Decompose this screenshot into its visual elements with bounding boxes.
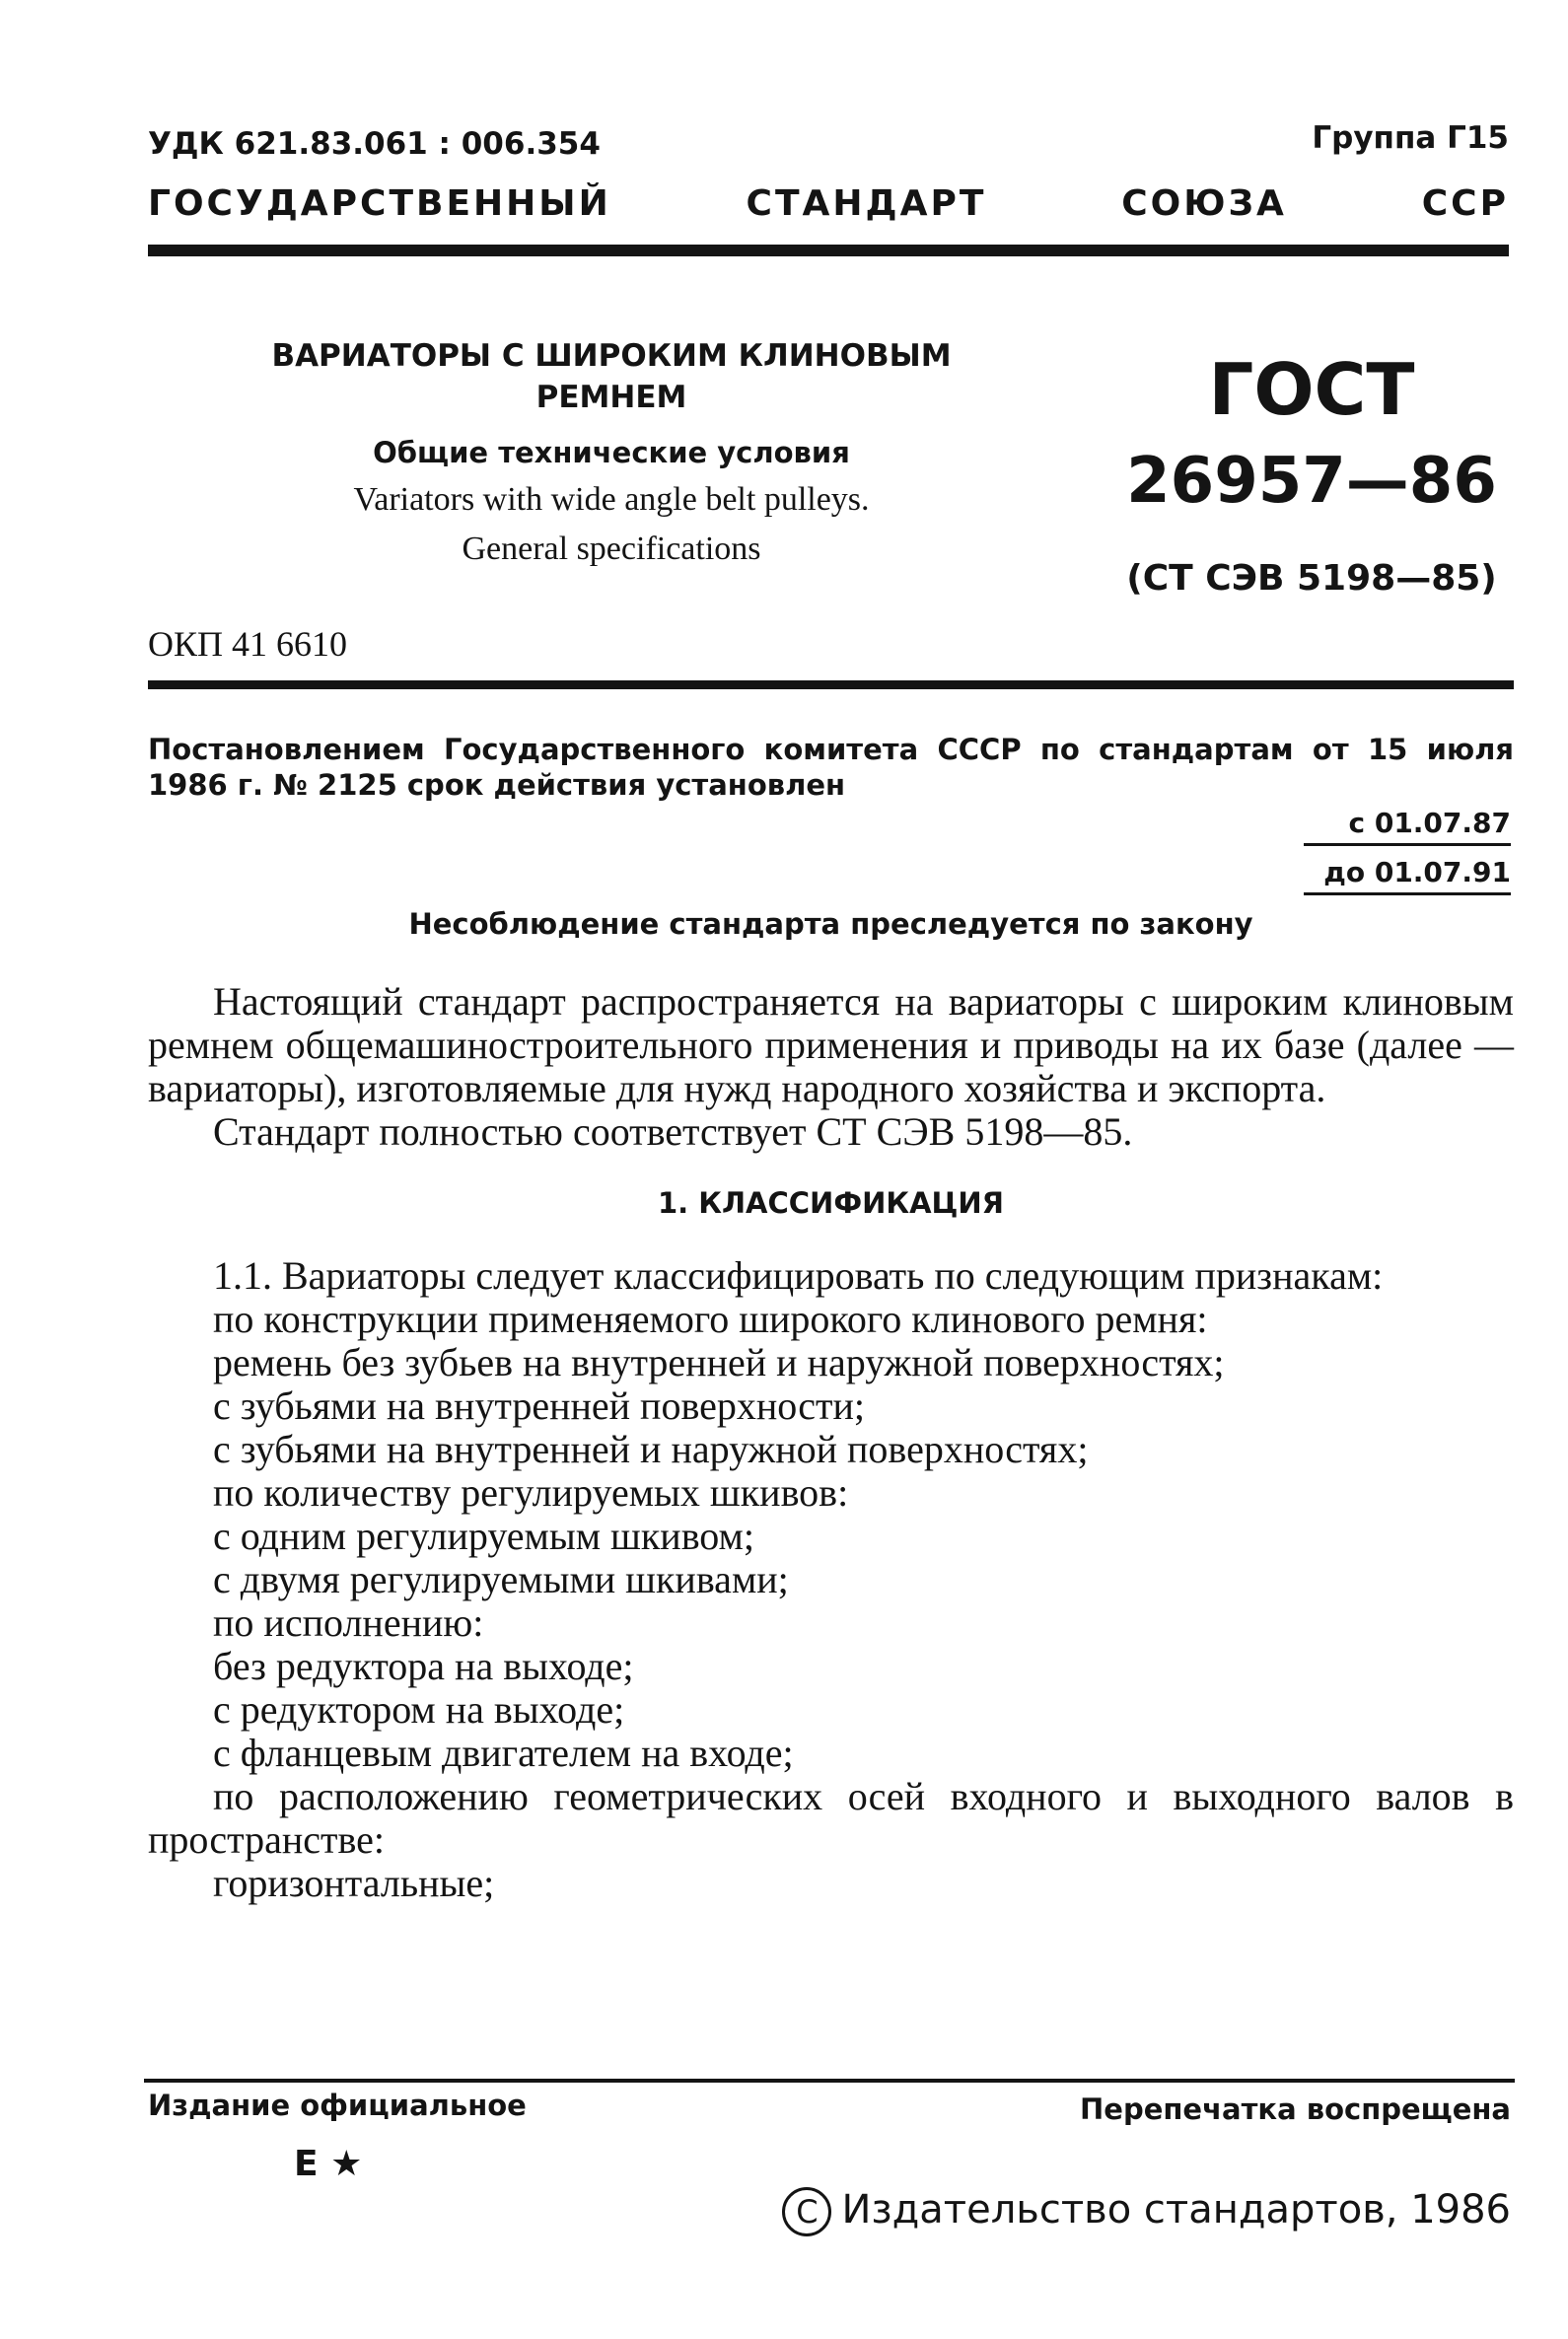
date-to: до 01.07.91 [1304,852,1511,895]
header-rule [148,245,1509,256]
copyright-text: Издательство стандартов, 1986 [841,2187,1511,2233]
list-item: ремень без зубьев на внутренней и наружной поверхностях; [213,1340,1225,1384]
intro-compliance: Стандарт полностью соответствует СТ СЭВ 5198—85. [213,1109,1133,1154]
designation-block [1105,345,1519,603]
title-en-line1: Variators with wide angle belt pulleys. [353,481,870,518]
udk-code: УДК 621.83.061 : 006.354 [148,126,601,162]
decree-text [148,732,1514,803]
title-ru-line2: РЕМНЕМ [535,380,687,415]
banner-word: СОЮЗА [1121,183,1287,224]
edition-mark: Е ★ [294,2144,363,2184]
copyright-icon: С [782,2187,831,2236]
document-body [148,980,1514,1905]
gost-number: 26957—86 [1126,445,1497,518]
clause-1-1: 1.1. Вариаторы следует классифицировать по следующим признакам: [213,1253,1384,1298]
banner-word: ССР [1421,183,1509,224]
intro-paragraph: Настоящий стандарт распространяется на вариаторы с широким клиновым ремнем общемашиностроительного применения и приводы на их базе (далее — вариаторы), изготовляемые для нужд народного хозяйства и экспорта. [148,979,1514,1110]
cmea-reference: (СТ СЭВ 5198—85) [1126,558,1497,599]
validity-dates [1304,803,1511,901]
list-item: горизонтальные; [213,1861,495,1905]
title-ru-line1: ВАРИАТОРЫ С ШИРОКИМ КЛИНОВЫМ [271,338,952,374]
title-subtitle: Общие технические условия [373,436,850,469]
reprint-prohibited: Перепечатка воспрещена [1080,2092,1511,2126]
list-item: с фланцевым двигателем на входе; [213,1731,794,1775]
list-item: с зубьями на внутренней поверхности; [213,1383,866,1428]
title-block [266,335,957,568]
copyright-line [782,2187,1511,2236]
state-standard-banner [148,183,1509,224]
okp-code: ОКП 41 6610 [148,624,348,664]
section-heading: 1. КЛАССИФИКАЦИЯ [657,1186,1005,1220]
title-rule [148,680,1514,689]
list-item: по количеству регулируемых шкивов: [213,1470,849,1515]
list-item: с двумя регулируемыми шкивами; [213,1557,789,1601]
date-from: с 01.07.87 [1304,803,1511,846]
list-item: по конструкции применяемого широкого клинового ремня: [213,1297,1208,1341]
footer-rule [144,2079,1515,2083]
list-item-wrapped: по расположению геометрических осей входного и выходного валов в пространстве: [148,1774,1514,1862]
list-item: с редуктором на выходе; [213,1687,625,1732]
list-item: с зубьями на внутренней и наружной поверхностях; [213,1427,1089,1471]
list-item: по исполнению: [213,1600,484,1645]
legal-warning: Несоблюдение стандарта преследуется по закону [408,907,1253,941]
title-en-line2: General specifications [462,531,761,567]
list-item: с одним регулируемым шкивом; [213,1514,754,1558]
banner-word: СТАНДАРТ [746,183,987,224]
group-code: Группа Г15 [1312,120,1509,156]
banner-word: ГОСУДАРСТВЕННЫЙ [148,183,611,224]
decree-sentence: Постановлением Государственного комитета СССР по стандартам от 15 июля 1986 г. № 2125 срок действия установлен [148,733,1514,802]
gost-word: ГОСТ [1208,348,1415,431]
official-edition: Издание официальное [148,2089,527,2122]
list-item: без редуктора на выходе; [213,1644,634,1688]
